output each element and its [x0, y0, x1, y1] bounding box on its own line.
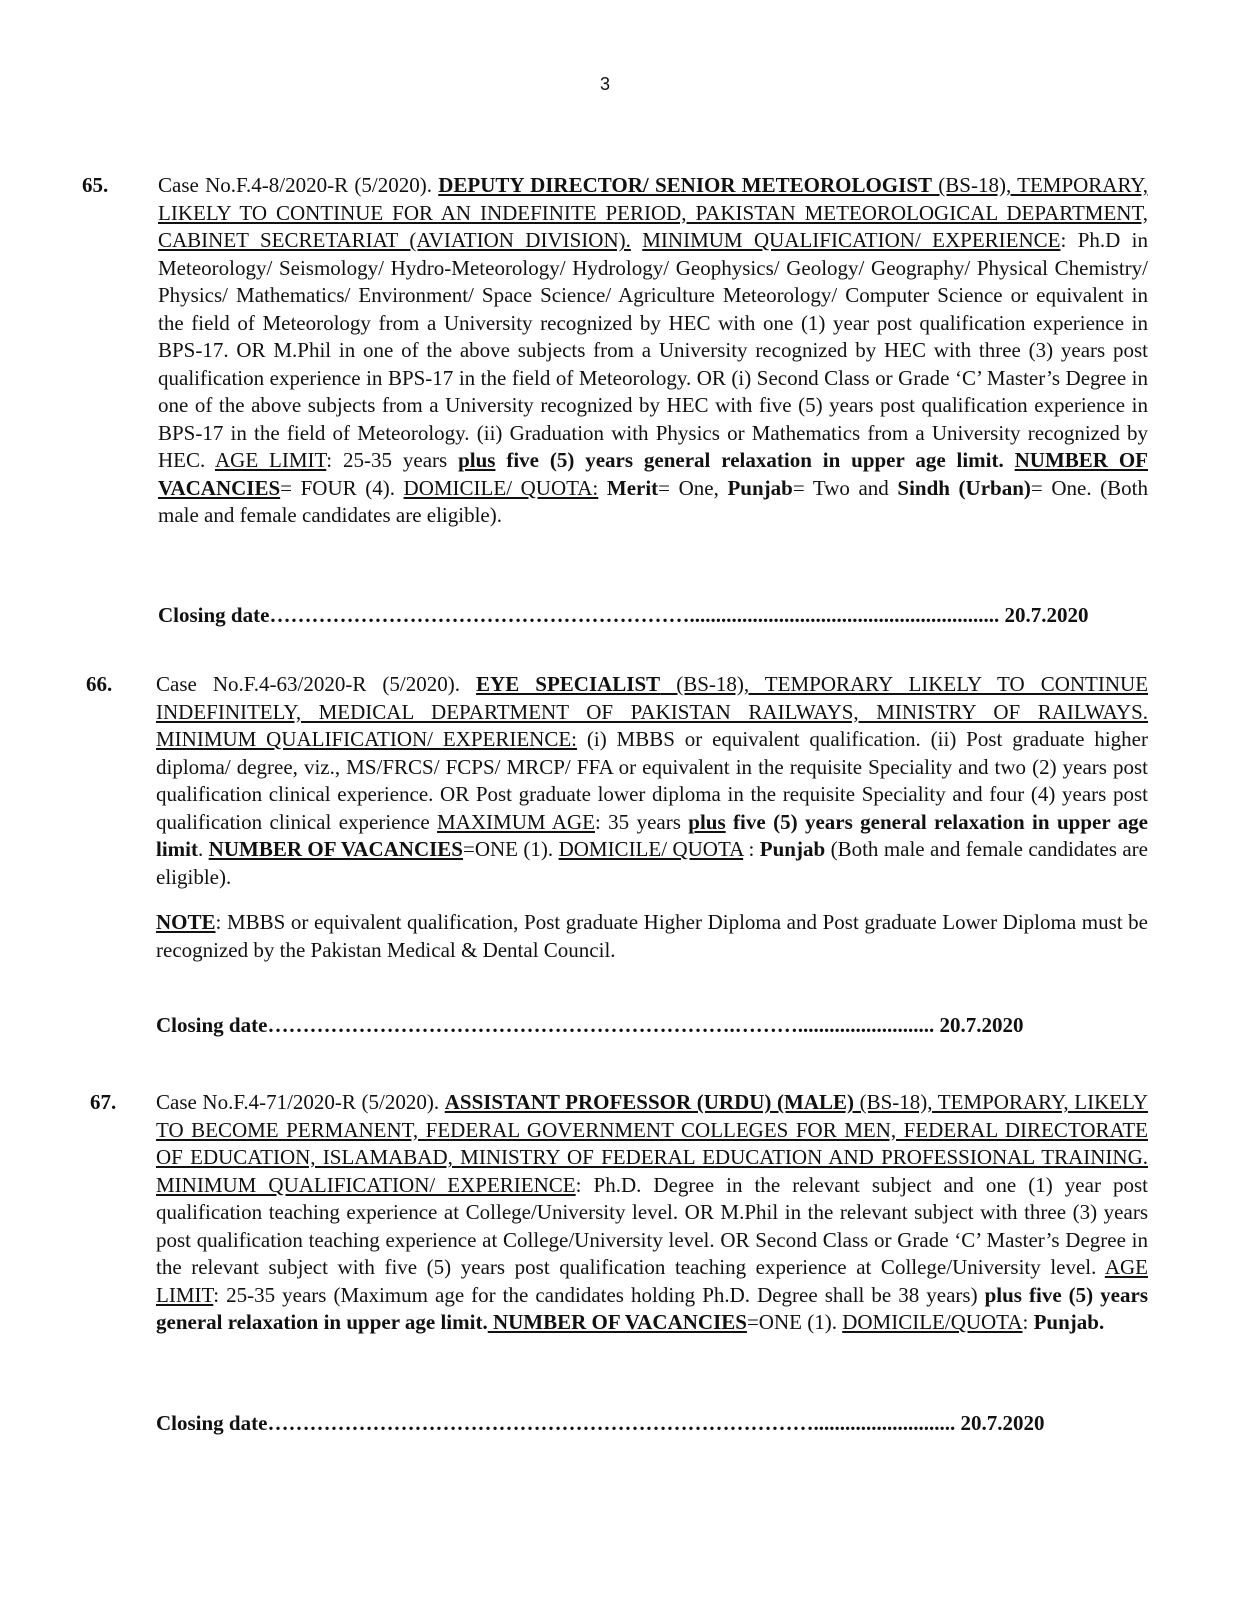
note-paragraph: [156, 909, 1148, 964]
plus-text: plus: [688, 809, 726, 834]
qualification-label: MINIMUM QUALIFICATION/ EXPERIENCE:: [156, 727, 578, 751]
relaxation-text: five (5) years general relaxation in upper age limit: [156, 809, 1148, 861]
closing-date-dots: ……………………………………………………...........................................................: [269, 603, 1000, 627]
post-details: (BS-18), TEMPORARY, LIKELY TO BECOME PERMANENT, FEDERAL GOVERNMENT COLLEGES FOR MEN, FEDERAL DIRECTORATE OF EDUCATION, ISLAMABAD, MINISTRY OF FEDERAL EDUCATION AND PROFESSIONAL TRAINING.: [156, 1090, 1148, 1169]
domicile-label: DOMICILE/ QUOTA: [558, 837, 744, 861]
closing-date-label: Closing date: [156, 1013, 268, 1037]
relaxation-text: plus five (5) years general relaxation in upper age limit.: [156, 1282, 1148, 1334]
closing-date-value: 20.7.2020: [934, 1013, 1024, 1037]
age-limit-label: MAXIMUM AGE: [437, 809, 595, 834]
domicile-label: DOMICILE/ QUOTA:: [403, 475, 599, 500]
post-title: DEPUTY DIRECTOR/ SENIOR METEOROLOGIST: [438, 173, 933, 197]
quota-sindh-text: = One. (Both male and female candidates are eligible).: [158, 475, 1148, 527]
closing-date-label: Closing date: [158, 603, 270, 627]
vacancies-text: =ONE (1).: [746, 1310, 843, 1334]
quota-punjab-text: = Two and: [792, 475, 898, 500]
vacancies-text: =ONE (1).: [462, 837, 559, 861]
vacancies-label: NUMBER OF VACANCIES: [487, 1310, 747, 1334]
plus-text: plus: [458, 448, 496, 472]
case-number: Case No.F.4-71/2020-R (5/2020).: [156, 1090, 445, 1114]
closing-date-67: [156, 1410, 1044, 1437]
age-limit-text: : 35 years: [594, 809, 689, 834]
entry-body: [156, 1089, 1148, 1337]
qualification-text: : Ph.D in Meteorology/ Seismology/ Hydro-Meteorology/ Hydrology/ Geophysics/ Geology/ Geography/ Physical Chemistry/ Physics/ Mathematics/ Environment/ Space Science/ Agriculture Meteorology/ Computer Science or equivalent in the field of Meteorology from a University recognized by HEC with one (1) year post qualification experience in BPS-17. OR M.Phil in one of the above subjects from a University recognized by HEC with three (3) years post qualification experience in BPS-17 in the field of Meteorology. OR (i) Second Class or Grade ‘C’ Master’s Degree in one of the above subjects from a University recognized by HEC with five (5) years post qualification experience in BPS-17 in the field of Meteorology. (ii) Graduation with Physics or Mathematics from a University recognized by HEC.: [158, 228, 1149, 472]
age-limit-text: : 25-35 years: [326, 448, 459, 472]
entry-body: [158, 172, 1148, 530]
closing-date-dots: ………………………………………………………….………..........................: [267, 1013, 935, 1037]
closing-date-value: 20.7.2020: [955, 1411, 1045, 1435]
vacancies-label: NUMBER OF VACANCIES: [158, 448, 1149, 500]
quota-sindh-label: Sindh (Urban): [897, 475, 1031, 500]
case-number: Case No.F.4-63/2020-R (5/2020).: [156, 672, 477, 696]
closing-date-value: 20.7.2020: [999, 603, 1089, 627]
post-details: (BS-18), TEMPORARY LIKELY TO CONTINUE INDEFINITELY, MEDICAL DEPARTMENT OF PAKISTAN RAILWAYS, MINISTRY OF RAILWAYS.: [156, 672, 1149, 724]
note-label: NOTE: [156, 910, 216, 934]
qualification-label: MINIMUM QUALIFICATION/ EXPERIENCE: [156, 1172, 576, 1197]
post-details: (BS-18), TEMPORARY, LIKELY TO CONTINUE FOR AN INDEFINITE PERIOD, PAKISTAN METEOROLOGICAL DEPARTMENT, CABINET SECRETARIAT (AVIATION DIVISION).: [158, 173, 1149, 252]
post-title: ASSISTANT PROFESSOR (URDU) (MALE): [444, 1090, 855, 1114]
entry-body: [156, 671, 1148, 964]
entry-paragraph: [156, 671, 1148, 891]
domicile-separator: :: [743, 837, 760, 861]
entry-number: 66.: [86, 672, 113, 696]
relaxation-end: .: [198, 837, 209, 861]
entry-number: 67.: [90, 1090, 117, 1114]
domicile-label: DOMICILE/QUOTA: [842, 1310, 1023, 1334]
note-text: : MBBS or equivalent qualification, Post graduate Higher Diploma and Post graduate Lower Diploma must be recognized by the Pakistan Medical & Dental Council.: [156, 910, 1148, 962]
quota-merit-label: Merit: [598, 475, 659, 500]
closing-date-65: [158, 602, 1088, 629]
age-limit-text: : 25-35 years (Maximum age for the candidates holding Ph.D. Degree shall be 38 years): [213, 1282, 985, 1307]
qualification-text: (i) MBBS or equivalent qualification. (ii) Post graduate higher diploma/ degree, viz., MS/FRCS/ FCPS/ MRCP/ FFA or equivalent in the requisite Speciality and two (2) years post qualification clinical experience. OR Post graduate lower diploma in the requisite Speciality and four (4) years post qualification clinical experience: [156, 727, 1148, 834]
closing-date-66: [156, 1012, 1023, 1039]
quota-merit-text: = One,: [658, 475, 728, 500]
quota-punjab-label: Punjab: [727, 475, 793, 500]
entry-paragraph: [156, 1089, 1148, 1337]
domicile-separator: :: [1022, 1310, 1034, 1334]
post-title: EYE SPECIALIST: [476, 672, 661, 696]
entry-paragraph: [158, 172, 1148, 530]
quota-punjab-text: (Both male and female candidates are eligible).: [156, 837, 1148, 889]
relaxation-text: five (5) years general relaxation in upper age limit.: [495, 448, 1015, 472]
age-limit-label: AGE LIMIT: [214, 448, 327, 472]
quota-punjab-label: Punjab: [759, 837, 826, 861]
closing-date-dots: ……………………………………………………………………...........................: [267, 1411, 956, 1435]
page-number: 3: [599, 74, 610, 94]
entry-number: 65.: [82, 173, 109, 197]
case-number: Case No.F.4-8/2020-R (5/2020).: [158, 173, 439, 197]
closing-date-label: Closing date: [156, 1411, 268, 1435]
qualification-label: MINIMUM QUALIFICATION/ EXPERIENCE: [642, 228, 1061, 252]
vacancies-label: NUMBER OF VACANCIES: [208, 837, 463, 861]
quota-punjab-label: Punjab.: [1033, 1310, 1105, 1334]
qualification-text: : Ph.D. Degree in the relevant subject and one (1) year post qualification teaching experience at College/University level. OR M.Phil in the relevant subject with three (3) years post qualification teaching experience at College/University level. OR Second Class or Grade ‘C’ Master’s Degree in the relevant subject with five (5) years post qualification teaching experience at College/University level.: [156, 1172, 1149, 1279]
age-limit-label: AGE LIMIT: [156, 1255, 1148, 1307]
vacancies-text: = FOUR (4).: [280, 475, 404, 500]
